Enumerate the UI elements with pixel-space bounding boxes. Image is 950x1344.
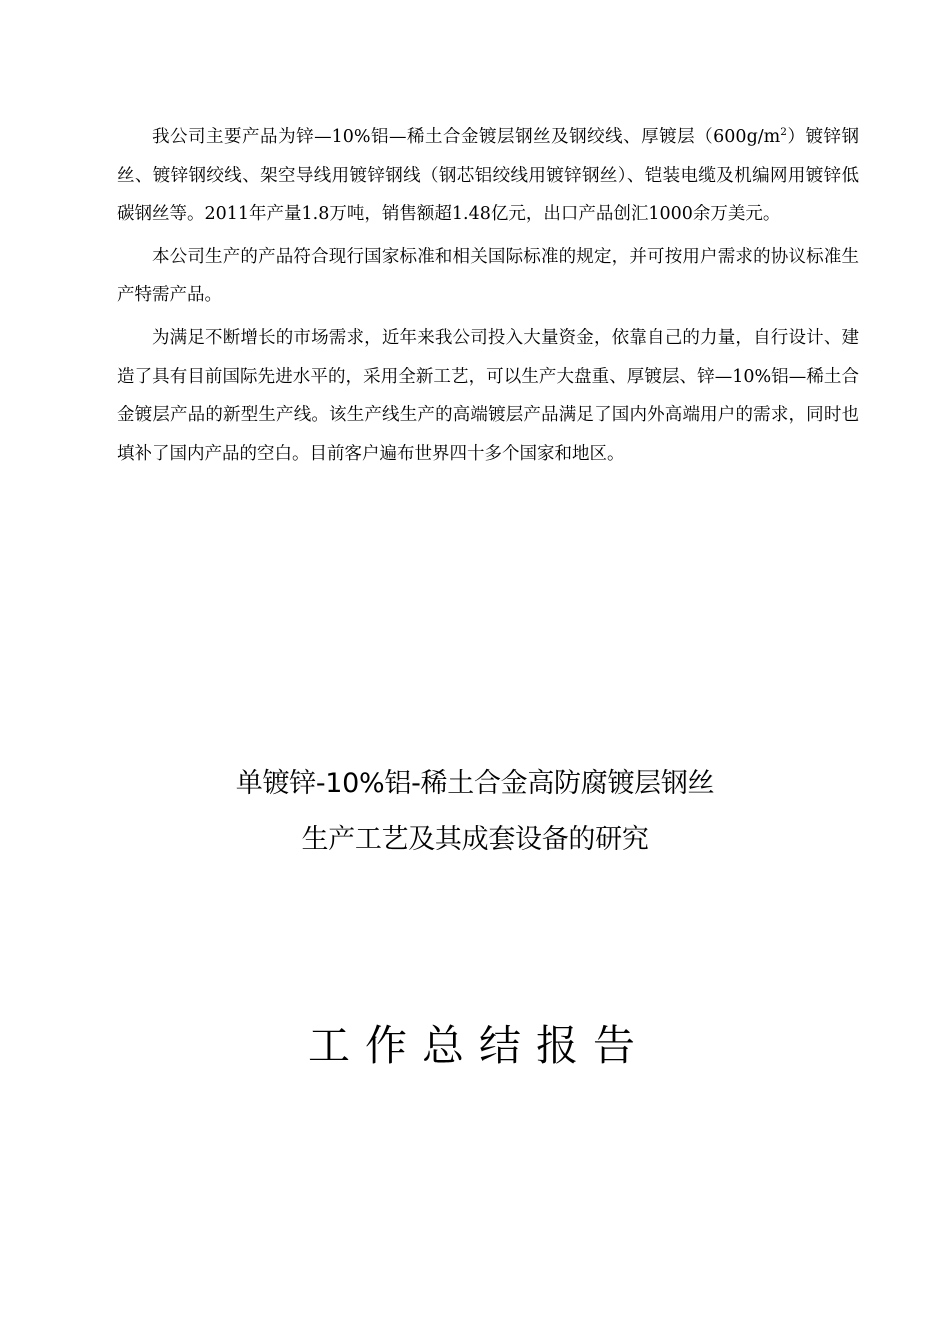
paragraph-production-line: 为满足不断增长的市场需求，近年来我公司投入大量资金，依靠自己的力量，自行设计、建造了具有目前国际先进水平的，采用全新工艺，可以生产大盘重、厚镀层、锌—10%铝—稀土合金镀层产品的新型生产线。该生产线生产的高端镀层产品满足了国内外高端用户的需求，同时也填补了国内产品的空白。目前客户遍布世界四十多个国家和地区。 xyxy=(117,327,859,464)
paragraph-products-text-b: ）镀锌钢丝、镀锌钢绞线、架空导线用镀锌钢线（钢芯铝绞线用镀锌钢丝）、铠装电缆及机编网用镀锌低碳钢丝等。2011年产量1.8万吨，销售额超1.48亿元，出口产品创汇1000余万美元。 xyxy=(117,127,859,225)
report-title: 工作总结报告 xyxy=(307,1021,650,1070)
paragraph-standards: 本公司生产的产品符合现行国家标准和相关国际标准的规定，并可按用户需求的协议标准生产特需产品。 xyxy=(117,246,859,306)
project-title xyxy=(0,756,950,868)
project-title-line-2: 生产工艺及其成套设备的研究 xyxy=(301,824,649,855)
superscript-2: 2 xyxy=(780,126,787,139)
paragraph-products-text-a: 我公司主要产品为锌—10%铝—稀土合金镀层钢丝及钢绞线、厚镀层（600g/m xyxy=(152,127,781,147)
intro-section xyxy=(117,118,859,477)
paragraph-products xyxy=(117,118,859,234)
project-title-line-1: 单镀锌-10%铝-稀土合金高防腐镀层钢丝 xyxy=(235,768,715,799)
